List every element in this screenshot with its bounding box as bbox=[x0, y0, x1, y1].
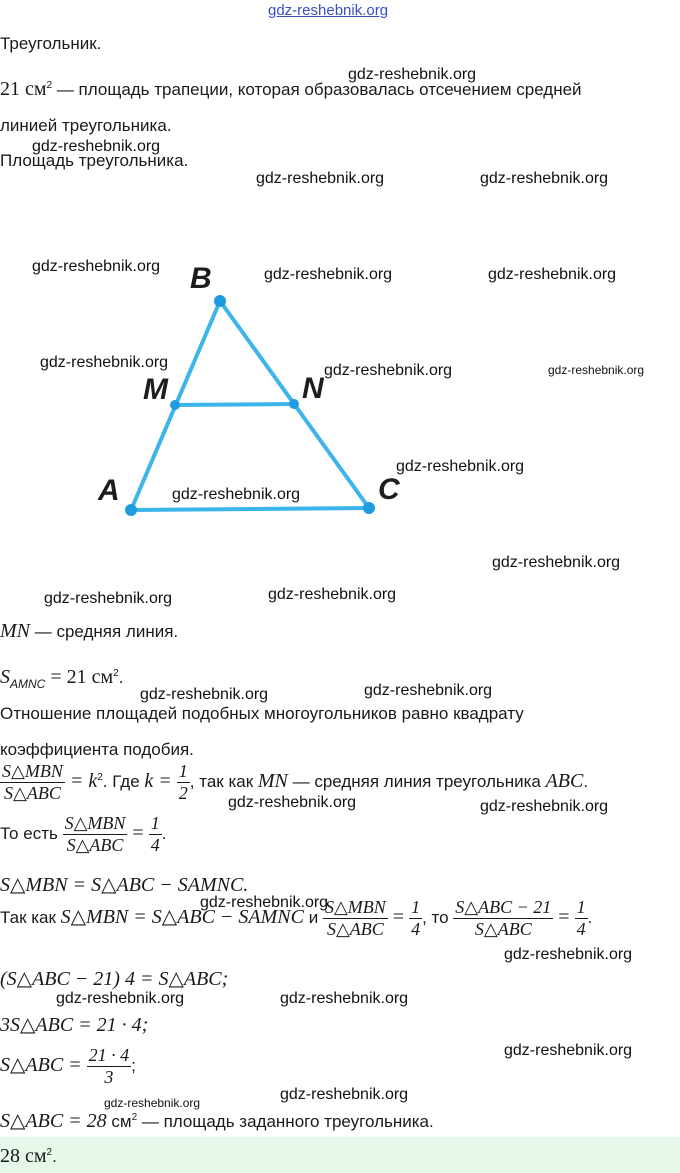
watermark-text: gdz-reshebnik.org bbox=[396, 458, 525, 475]
trapezoid-area-statement: $S_{AMNC} = 21$ $см^2$. bbox=[0, 666, 124, 691]
similarity-rule-line-2: коэффициента подобия. bbox=[0, 740, 194, 759]
watermark-text: gdz-reshebnik.org bbox=[140, 686, 269, 703]
watermark-text: gdz-reshebnik.org bbox=[56, 990, 185, 1007]
vertex-label-c: C bbox=[378, 473, 400, 506]
ratio-quarter-equation: То есть $\frac{\text{S△MBN}}{\text{S△ABC}}$ = $\frac{1}{4}$ . bbox=[0, 813, 167, 855]
watermark-text: gdz-reshebnik.org bbox=[104, 1096, 201, 1110]
watermark-text: gdz-reshebnik.org bbox=[200, 894, 329, 911]
midline-statement: MN — средняя линия. bbox=[0, 620, 179, 642]
difference-equation: S△MBN = S△ABC − SAMNC. bbox=[0, 874, 249, 896]
point-a bbox=[125, 504, 137, 516]
watermark-text: gdz-reshebnik.org bbox=[324, 362, 453, 379]
watermark-text: gdz-reshebnik.org bbox=[548, 363, 645, 377]
watermark-text: gdz-reshebnik.org bbox=[348, 66, 477, 83]
answer-box bbox=[0, 1137, 680, 1173]
watermark-text: gdz-reshebnik.org bbox=[40, 354, 169, 371]
result-line: S△ABC = 28 $см^2$ — площадь заданного треугольника. bbox=[0, 1110, 434, 1132]
watermark-text: gdz-reshebnik.org bbox=[488, 266, 617, 283]
watermark-text: gdz-reshebnik.org bbox=[492, 554, 621, 571]
watermark-text: gdz-reshebnik.org bbox=[504, 946, 633, 963]
answer-value: 28 $см^2$. bbox=[0, 1145, 57, 1167]
side-ac bbox=[131, 508, 369, 510]
point-b bbox=[214, 295, 226, 307]
watermark-text: gdz-reshebnik.org bbox=[504, 1042, 633, 1059]
vertex-label-b: B bbox=[190, 262, 212, 295]
watermark-text: gdz-reshebnik.org bbox=[228, 794, 357, 811]
watermark-text: gdz-reshebnik.org bbox=[480, 170, 609, 187]
vertex-label-n: N bbox=[302, 372, 324, 405]
watermark-text: gdz-reshebnik.org bbox=[172, 486, 301, 503]
watermark-text: gdz-reshebnik.org bbox=[480, 798, 609, 815]
combined-equation: Так как S△MBN = S△ABC − SAMNC и $\frac{\text{S△MBN}}{\text{S△ABC}}$ = $\frac{1}{4}$ , то $\frac{\text{S△ABC − 21}}{\text{S△ABC}}$ = $\frac{1}{4}$ . bbox=[0, 897, 593, 939]
triangle-figure bbox=[0, 250, 680, 540]
midline-mn bbox=[175, 404, 294, 405]
watermark-text: gdz-reshebnik.org bbox=[32, 138, 161, 155]
vertex-label-a: A bbox=[98, 474, 120, 507]
equation-step-2: 3S△ABC = 21 · 4; bbox=[0, 1014, 149, 1036]
find-label: Площадь треугольника. bbox=[0, 151, 189, 170]
point-m bbox=[170, 400, 180, 410]
given-area-line: 21 $см^2$ — площадь трапеции, которая образовалась отсечением средней bbox=[0, 78, 582, 100]
half-fraction: $\frac{1}{2}$ bbox=[178, 761, 188, 803]
watermark-text: gdz-reshebnik.org bbox=[44, 590, 173, 607]
vertex-label-m: M bbox=[143, 373, 168, 406]
point-c bbox=[363, 502, 375, 514]
equation-step-1: (S△ABC − 21) 4 = S△ABC; bbox=[0, 968, 229, 990]
ratio-fraction: $\frac{\text{S△MBN}}{\text{S△ABC}}$ bbox=[2, 761, 63, 803]
ratio-equation: $\frac{\text{S△MBN}}{\text{S△ABC}}$ = $k^2$. Где k = $\frac{1}{2}$ , так как MN — средняя линия треугольника ABC. bbox=[2, 761, 589, 803]
watermark-text: gdz-reshebnik.org bbox=[268, 586, 397, 603]
watermark-text: gdz-reshebnik.org bbox=[256, 170, 385, 187]
watermark-text: gdz-reshebnik.org bbox=[280, 1086, 409, 1103]
watermark-text: gdz-reshebnik.org bbox=[32, 258, 161, 275]
watermark-link[interactable]: gdz-reshebnik.org bbox=[268, 2, 389, 19]
given-area-line-2: линией треугольника. bbox=[0, 116, 172, 135]
watermark-text: gdz-reshebnik.org bbox=[264, 266, 393, 283]
watermark-text: gdz-reshebnik.org bbox=[364, 682, 493, 699]
similarity-rule-line-1: Отношение площадей подобных многоугольников равно квадрату bbox=[0, 704, 524, 723]
equation-step-3: S△ABC = $\frac{21 \cdot 4}{3}$ ; bbox=[0, 1045, 136, 1087]
watermark-text: gdz-reshebnik.org bbox=[280, 990, 409, 1007]
point-n bbox=[289, 399, 299, 409]
given-label: Треугольник. bbox=[0, 34, 102, 53]
